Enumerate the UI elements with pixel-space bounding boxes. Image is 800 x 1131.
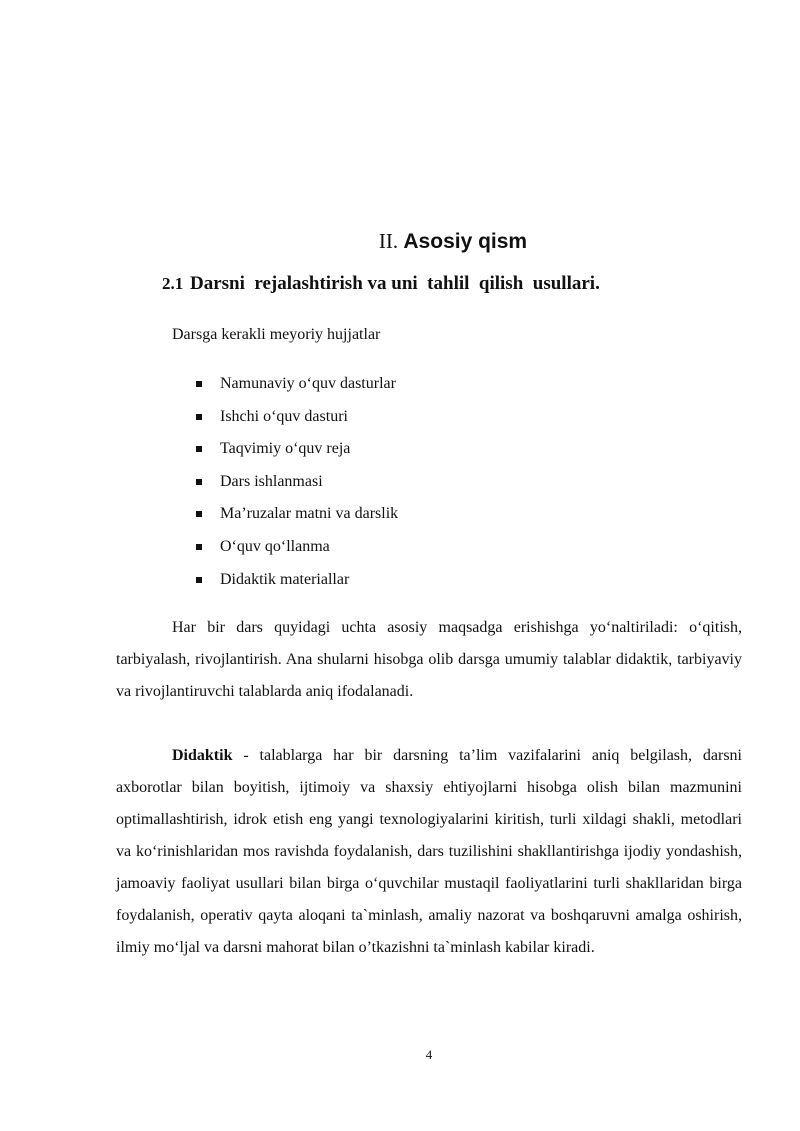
list-item: Ishchi o‘quv dasturi <box>196 405 398 438</box>
square-bullet-icon <box>196 544 202 550</box>
section-heading <box>162 273 600 295</box>
square-bullet-icon <box>196 511 202 517</box>
list-item: Didaktik materiallar <box>196 568 398 601</box>
list-item: Taqvimiy o‘quv reja <box>196 437 398 470</box>
square-bullet-icon <box>196 446 202 452</box>
section-number: 2.1 <box>162 274 184 293</box>
documents-list <box>196 372 398 600</box>
square-bullet-icon <box>196 414 202 420</box>
list-item: Namunaviy o‘quv dasturlar <box>196 372 398 405</box>
square-bullet-icon <box>196 479 202 485</box>
chapter-number: II. <box>378 229 399 253</box>
square-bullet-icon <box>196 577 202 583</box>
paragraph-didactic: Didaktik - talablarga har bir darsning ta’lim vazifalarini aniq belgilash, darsni axborotlar bilan boyitish, ijtimoiy va shaxsiy ehtiyojlarni hisobga olish bilan mazmunini optimallashtirish, idrok etish eng yangi texnologiyalarini kiritish, turli xildagi shakli, metodlari va ko‘rinishlaridan mos ravishda foydalanish, dars tuzilishini shakllantirishga ijodiy yondashish, jamoaviy faoliyat usullari bilan birga o‘quvchilar mustaqil faoliyatlarini turli shakllaridan birga foydalanish, operativ qayta aloqani ta`minlash, amaliy nazorat va boshqaruvni amalga oshirish, ilmiy mo‘ljal va darsni mahorat bilan o’tkazishni ta`minlash kabilar kiradi. <box>116 747 742 956</box>
didactic-term: Didaktik <box>172 747 233 764</box>
chapter-title: Asosiy qism <box>403 230 528 253</box>
chapter-heading <box>0 229 800 254</box>
list-item: Ma’ruzalar matni va darslik <box>196 502 398 535</box>
paragraph-goals: Har bir dars quyidagi uchta asosiy maqsadga erishishga yo‘naltiriladi: o‘qitish, tarbiyalash, rivojlantirish. Ana shularni hisobga olib darsga umumiy talablar didaktik, tarbiyaviy va rivojlantiruvchi talablarda aniq ifodalanadi. <box>116 619 742 700</box>
square-bullet-icon <box>196 381 202 387</box>
list-intro: Darsga kerakli meyoriy hujjatlar <box>172 326 381 343</box>
list-item: O‘quv qo‘llanma <box>196 535 398 568</box>
section-title: Darsni rejalashtirish va uni tahlil qilish usullari. <box>190 273 600 294</box>
page-number: 4 <box>425 1047 433 1062</box>
list-item: Dars ishlanmasi <box>196 470 398 503</box>
